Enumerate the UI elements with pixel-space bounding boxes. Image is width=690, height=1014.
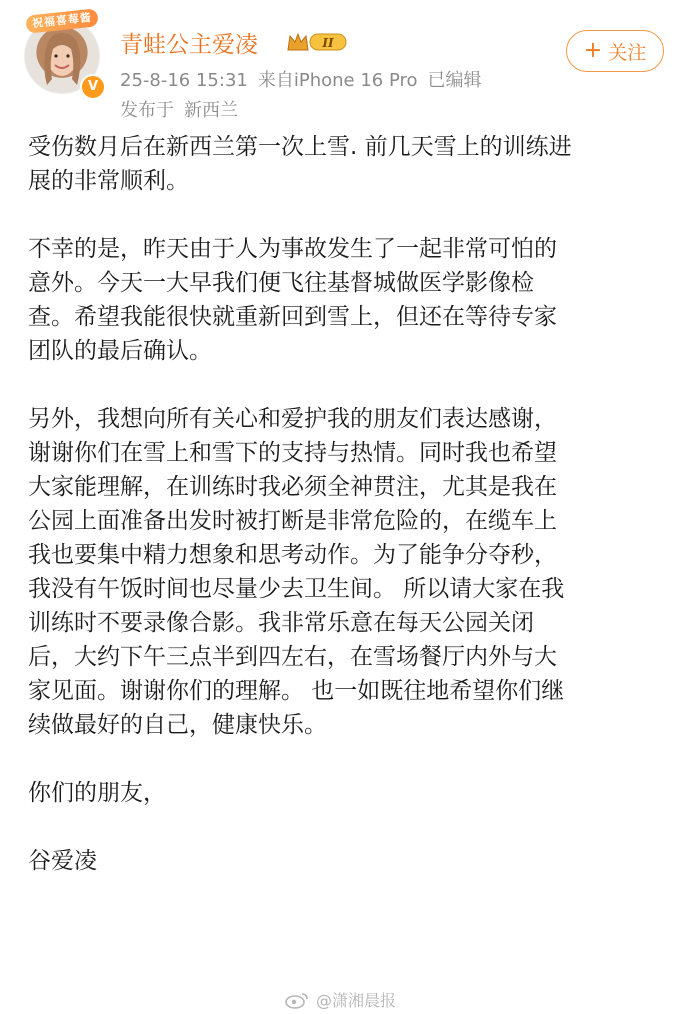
vip-level: II (322, 36, 334, 50)
post-location (120, 96, 248, 122)
post-timestamp: 25-8-16 15:31 (120, 70, 248, 91)
post-paragraph: 受伤数月后在新西兰第一次上雪. 前几天雪上的训练进 展的非常顺利。 (28, 134, 572, 194)
post-signoff: 你们的朋友， (28, 780, 166, 806)
avatar-banner: 祝福喜莓酱 (25, 8, 98, 33)
post-source: 来自iPhone 16 Pro (257, 70, 418, 91)
post-meta (120, 66, 492, 92)
post-header (0, 0, 690, 120)
post-paragraph: 另外，我想向所有关心和爱护我的朋友们表达感谢， 谢谢你们在雪上和雪下的支持与热情。同时我也希望 大家能理解，在训练时我必须全神贯注，尤其是我在 公园上面准备出发时被打断是非常危险的，在缆车上 我也要集中精力想象和思考动作。为了能争分夺秒， 我没有午饭时间也尽量少去卫生间。 所以请大家在我 训练时不要录像合影。我非常乐意在每天公园关闭 后，大约下午三点半到四左右，在雪场餐厅内外与大 家见面。谢谢你们的理解。 也一如既往地希望你们继 续做最好的自己，健康快乐。 (28, 406, 565, 738)
post-signature: 谷爱凌 (28, 848, 97, 874)
location-value: 新西兰 (184, 100, 238, 121)
author-avatar[interactable] (22, 12, 106, 96)
watermark-text: @潇湘晨报 (316, 991, 397, 1010)
author-name[interactable]: 青蛙公主爱凌 (120, 32, 258, 58)
follow-label: 关注 (608, 41, 647, 64)
verified-badge-icon: V (80, 74, 106, 100)
post-body (28, 130, 668, 912)
vip-crown-badge-icon[interactable] (286, 30, 348, 54)
post-paragraph: 不幸的是，昨天由于人为事故发生了一起非常可怕的 意外。今天一大早我们便飞往基督城做医学影像检 查。希望我能很快就重新回到雪上，但还在等待专家 团队的最后确认。 (28, 236, 557, 364)
weibo-logo-icon (284, 991, 310, 1009)
plus-icon: + (583, 38, 603, 63)
follow-button[interactable] (566, 30, 664, 72)
location-label: 发布于 (120, 100, 174, 121)
watermark (284, 988, 396, 1011)
post-edited-label[interactable]: 已编辑 (427, 70, 482, 91)
